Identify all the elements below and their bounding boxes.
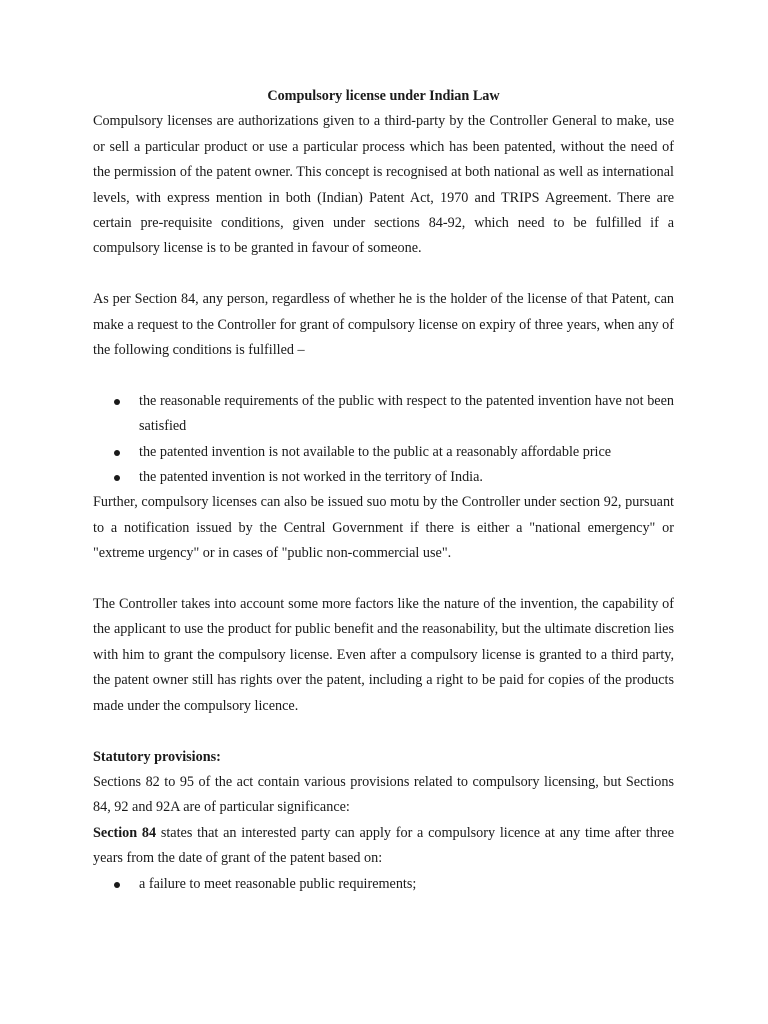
- paragraph-section-84-detail: [93, 821, 674, 872]
- paragraph-gap: [93, 567, 674, 592]
- paragraph-gap: [93, 363, 674, 388]
- list-item: a failure to meet reasonable public requirements;: [93, 872, 674, 897]
- document-body: [93, 84, 674, 897]
- paragraph-gap: [93, 262, 674, 287]
- section-heading-statutory: Statutory provisions:: [93, 748, 221, 765]
- requirements-list: [93, 872, 674, 897]
- paragraph-gap: [93, 719, 674, 744]
- paragraph-controller-factors: The Controller takes into account some more factors like the nature of the invention, the capability of the applicant to use the product for public benefit and the reasonability, but the ultimate discretion lies with him to grant the compulsory license. Even after a compulsory license is granted to a third party, the patent owner still has rights over the patent, including a right to be paid for copies of the products made under the compulsory licence.: [93, 596, 674, 714]
- document-title: Compulsory license under Indian Law: [267, 88, 500, 104]
- list-item: the reasonable requirements of the public with respect to the patented invention have not been satisfied: [93, 389, 674, 440]
- list-item: the patented invention is not worked in the territory of India.: [93, 465, 674, 490]
- paragraph-intro: Compulsory licenses are authorizations given to a third-party by the Controller General to make, use or sell a particular product or use a particular process which has been patented, without the need of the permission of the patent owner. This concept is recognised at both national as well as international levels, with express mention in both (Indian) Patent Act, 1970 and TRIPS Agreement. There are certain pre-requisite conditions, given under sections 84-92, which need to be fulfilled if a compulsory license is to be granted in favour of someone.: [93, 113, 674, 257]
- paragraph-section-84: As per Section 84, any person, regardless of whether he is the holder of the license of that Patent, can make a request to the Controller for grant of compulsory license on expiry of three years, when any of the following conditions is fulfilled –: [93, 291, 674, 359]
- section-84-text: states that an interested party can apply for a compulsory licence at any time after three years from the date of grant of the patent based on:: [93, 824, 675, 867]
- list-item: the patented invention is not available to the public at a reasonably affordable price: [93, 440, 674, 465]
- conditions-list: [93, 389, 674, 491]
- paragraph-suo-motu: Further, compulsory licenses can also be issued suo motu by the Controller under section 92, pursuant to a notification issued by the Central Government if there is either a "national emergency" or "extreme urgency" or in cases of "public non-commercial use".: [93, 494, 674, 562]
- section-84-label: Section 84: [93, 824, 157, 841]
- paragraph-sections-overview: Sections 82 to 95 of the act contain various provisions related to compulsory licensing, but Sections 84, 92 and 92A are of particular significance:: [93, 773, 674, 816]
